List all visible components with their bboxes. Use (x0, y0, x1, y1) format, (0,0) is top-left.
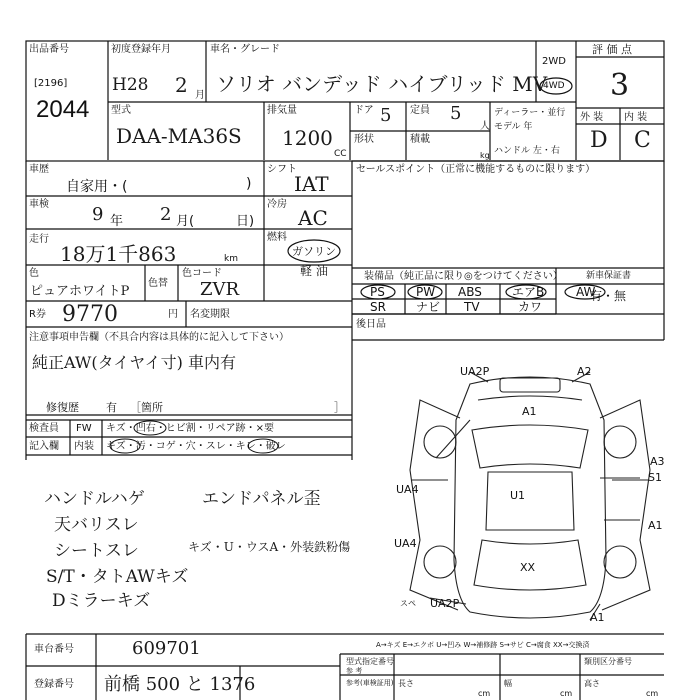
shift-label: シフト (267, 164, 297, 175)
color-code-label: 色コード (182, 268, 222, 279)
footer-cm-1: cm (478, 689, 491, 698)
inspection-month: 2 (160, 204, 172, 225)
km-unit: km (224, 254, 238, 264)
year-unit: 年 (110, 214, 124, 229)
color-label: 色 (29, 268, 39, 279)
hw-note-1: ハンドルハゲ (44, 489, 145, 509)
chassis-value: 609701 (132, 638, 201, 659)
doors-label: ドア (354, 105, 374, 116)
cc-unit: CC (334, 149, 347, 159)
repair-label: 修復歴 (46, 401, 79, 414)
first-reg-month: 2 (175, 73, 188, 97)
fuel-gasoline: ガソリン (292, 245, 336, 258)
color-value: ピュアホワイトP (30, 284, 130, 299)
equip-ps: PS (370, 285, 385, 299)
mark-u1-roof: U1 (510, 489, 526, 502)
inspector-label-2: 記入欄 (29, 441, 59, 452)
inspector-label-1: 検査員 (29, 423, 59, 434)
tax-label: R券 (29, 309, 46, 320)
repair-close: ］ (334, 401, 345, 414)
chassis-label: 車台番号 (34, 644, 74, 655)
notes-line1: 純正AW(タイヤイ寸) 車内有 (32, 353, 236, 372)
model-code: DAA-MA36S (116, 124, 242, 148)
mark-ua4-left-rear: UA4 (394, 537, 417, 550)
mileage-label: 走行 (29, 234, 49, 245)
sales-points-label: セールスポイント（正常に機能するものに限ります） (356, 164, 596, 175)
first-reg-era: H28 (112, 75, 149, 95)
dealer-label: ディーラー・並行 (494, 108, 566, 118)
model-label: 型式 (111, 105, 131, 116)
lot-number: 2044 (36, 96, 90, 123)
drive-4wd: 4WD (543, 81, 565, 91)
shape-label: 形状 (354, 134, 374, 145)
equip-sr: SR (370, 300, 386, 314)
interior-grade: C (634, 128, 651, 153)
drive-2wd: 2WD (542, 56, 566, 67)
delivery-label: 後日品 (356, 319, 386, 330)
mark-ua4-left: UA4 (396, 483, 419, 496)
mark-a1-right: A1 (648, 519, 663, 532)
capacity-label: 定員 (410, 105, 430, 116)
equip-airbag: エアB (512, 285, 545, 299)
mark-a1-rear: A1 (590, 611, 605, 624)
equipment-title: 装備品（純正品に限り◎をつけてください） (364, 271, 563, 282)
yen-unit: 円 (168, 309, 178, 320)
reg-label: 登録番号 (34, 679, 74, 690)
warranty-label: 新車保証書 (586, 271, 632, 281)
mark-spare: スペ (400, 599, 416, 608)
inspector-fw-text: キズ・凹右・ヒビ割・リペア跡・×要 (106, 423, 274, 434)
mark-s1-right: S1 (648, 471, 662, 484)
first-reg-label: 初度登録年月 (111, 44, 171, 55)
doors-value: 5 (380, 105, 392, 126)
footer-ref-cert: 参考(車検証用) (346, 679, 394, 687)
exterior-grade: D (590, 128, 608, 153)
footer-cm-3: cm (646, 689, 659, 698)
reg-value: 前橋 500 と 1376 (104, 674, 256, 695)
interior-label: 内 装 (624, 112, 648, 123)
inspector-interior-text: キズ・汚・コゲ・穴・スレ・キレ・破レ (106, 441, 286, 452)
handle-label: ハンドル 左・右 (494, 146, 560, 156)
mark-a3-right: A3 (650, 455, 665, 468)
displacement-label: 排気量 (267, 105, 297, 116)
mileage-value: 18万1千863 (60, 242, 177, 266)
mark-ua2p-rear: UA2P (430, 597, 460, 610)
repaint-label: 色替 (148, 278, 168, 289)
warranty-value: 有・無 (590, 289, 627, 303)
displacement-value: 1200 (282, 126, 333, 150)
equip-pw: PW (416, 285, 436, 299)
equip-tv: TV (464, 300, 480, 314)
equip-abs: ABS (458, 285, 482, 299)
hw-note-3: 天バリスレ (54, 515, 139, 535)
type-approval-label: 型式指定番号 (346, 657, 394, 666)
car-name: ソリオ バンデッド ハイブリッド MV (216, 72, 548, 96)
equip-leather: カワ (518, 300, 543, 314)
first-reg-month-unit: 月 (195, 90, 205, 101)
mark-ua2p-front: UA2P (460, 365, 490, 378)
hw-note-5: キズ・U・ウスA・外装鉄粉傷 (188, 540, 351, 554)
car-name-label: 車名・グレード (210, 44, 280, 55)
hw-note-6: S/T・タトAWキズ (46, 567, 189, 587)
inspection-label: 車検 (29, 199, 49, 210)
hw-note-4: シートスレ (54, 541, 139, 561)
score-label: 評 価 点 (592, 43, 632, 56)
name-change-label: 名変期限 (190, 309, 230, 320)
equip-navi: ナビ (416, 300, 441, 314)
footer-height: 高さ (584, 679, 600, 688)
inspector-interior: 内装 (74, 441, 94, 452)
auction-code: [2196] (34, 78, 68, 89)
color-code: ZVR (200, 279, 240, 300)
history-value: 自家用・( (66, 179, 128, 195)
fuel-diesel: 軽 油 (300, 264, 328, 278)
mark-a1-hood: A1 (522, 405, 537, 418)
kg-unit: kg (480, 151, 490, 160)
mark-a2-front: A2 (577, 365, 592, 378)
person-unit: 人 (480, 121, 490, 132)
category-label: 類別区分番号 (584, 657, 632, 666)
exterior-label: 外 装 (580, 112, 604, 123)
load-label: 積載 (410, 134, 430, 145)
model-year-label: モデル 年 (494, 122, 533, 132)
score-value: 3 (610, 68, 630, 103)
damage-legend: A→キズ E→エクボ U→凹み W→補修跡 S→サビ C→腐食 XX→交換済 (376, 641, 590, 649)
repair-part: ［箇所 (130, 401, 163, 414)
notes-title: 注意事項申告欄（不具合内容は具体的に記入して下さい） (29, 332, 289, 343)
hw-note-2: エンドパネル歪 (202, 489, 321, 509)
repair-value: 有 (106, 401, 117, 414)
mark-xx: XX (520, 561, 536, 574)
inspection-year: 9 (92, 204, 104, 225)
footer-ref: 参 考 (346, 667, 363, 675)
history-close: ) (246, 176, 252, 192)
day-unit: 日) (236, 214, 255, 229)
hw-note-7: Dミラーキズ (52, 591, 151, 611)
lot-label: 出品番号 (29, 44, 69, 55)
shift-value: IAT (294, 172, 329, 196)
ac-label: 冷房 (267, 199, 287, 210)
footer-width: 幅 (504, 679, 512, 688)
equip-aw: AW (576, 285, 596, 299)
month-unit: 月( (176, 214, 195, 229)
footer-cm-2: cm (560, 689, 573, 698)
ac-value: AC (298, 206, 328, 230)
inspector-fw: FW (76, 423, 92, 434)
fuel-label: 燃料 (267, 232, 287, 243)
history-label: 車歴 (29, 164, 49, 175)
tax-value: 9770 (62, 302, 118, 327)
capacity-value: 5 (450, 103, 462, 124)
footer-length: 長さ (398, 679, 414, 688)
